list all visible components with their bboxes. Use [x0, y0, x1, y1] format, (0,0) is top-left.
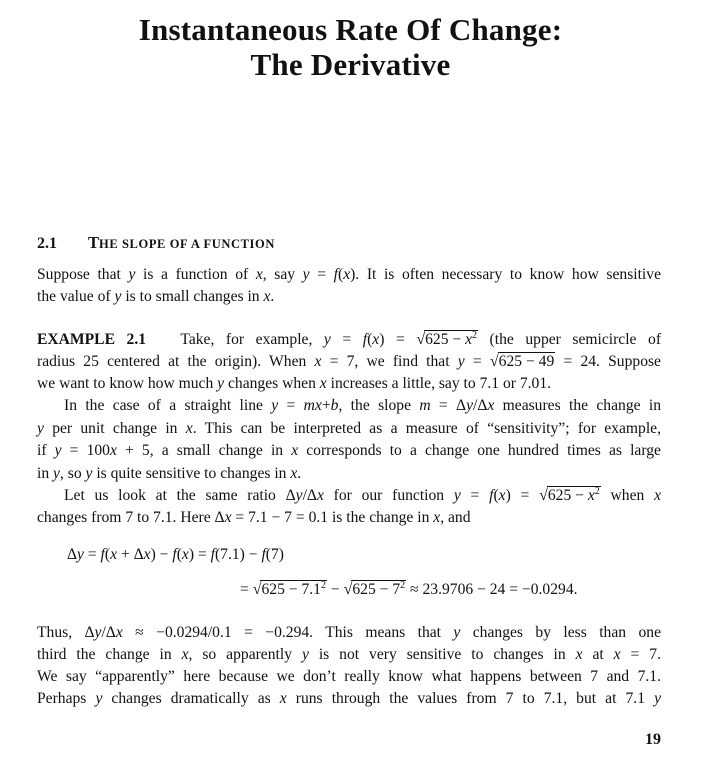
- conclusion-line-1: Thus, Δy/Δx ≈ −0.0294/0.1 = −0.294. This means that y changes by less than one: [37, 624, 662, 641]
- example-line-4: In the case of a straight line y = mx+b, the slope m = Δy/Δx measures the change in: [64, 397, 662, 414]
- example-line-6: if y = 100x + 5, a small change in x corresponds to a change one hundred times as large: [37, 442, 661, 459]
- display-equation-line-2: = $√625 - 7.1^2 - √625 - 7^2 \approx 23.9706 - 24 = -0.0294$.: [240, 580, 578, 598]
- conclusion-line-4: Perhaps y changes dramatically as x runs through the values from 7 to 7.1, but at 7.1 y: [37, 690, 661, 707]
- example-line-8: Let us look at the same ratio Δy/Δx for our function $y = f(x) = √625 - x^2$ when x: [64, 486, 662, 504]
- section-title-rest: HE SLOPE OF A FUNCTION: [99, 237, 275, 251]
- chapter-title-line-1: Instantaneous Rate Of Change:: [138, 12, 563, 47]
- conclusion-line-3: We say “apparently” here because we don’t really know what happens between 7 and 7.1.: [37, 668, 661, 685]
- section-number: 2.1: [37, 235, 57, 252]
- section-heading: [37, 232, 275, 255]
- display-equation-line-1: Δy = f(x + Δx) − f(x) = f(7.1) − f(7): [67, 546, 284, 563]
- example-label: EXAMPLE 2.1: [37, 331, 147, 348]
- example-line-9: changes from 7 to 7.1. Here Δx = 7.1 − 7 = 0.1 is the change in x, and: [37, 509, 471, 526]
- example-line-1: EXAMPLE 2.1 Take, for example, $y = f(x) = √625 - x^2$ (the upper semicircle of: [37, 330, 662, 348]
- intro-line-2: the value of y is to small changes in x.: [37, 288, 275, 305]
- conclusion-line-2: third the change in x, so apparently y is not very sensitive to changes in x at x = 7.: [37, 646, 661, 663]
- section-title-initial: T: [88, 233, 100, 252]
- example-line-3: we want to know how much y changes when x increases a little, say to 7.1 or 7.01.: [37, 375, 552, 392]
- example-line-7: in y, so y is quite sensitive to changes in x.: [37, 465, 302, 482]
- example-line-5: y per unit change in x. This can be interpreted as a measure of “sensitivity”; for example,: [37, 420, 662, 437]
- page-number: 19: [645, 731, 661, 748]
- intro-line-1: Suppose that y is a function of x, say y = f(x). It is often necessary to know how sensitive: [37, 266, 661, 283]
- chapter-title-line-2: The Derivative: [250, 47, 451, 82]
- example-line-2: radius 25 centered at the origin). When x = 7, we find that y = √625 − 49 = 24. Suppose: [37, 353, 661, 370]
